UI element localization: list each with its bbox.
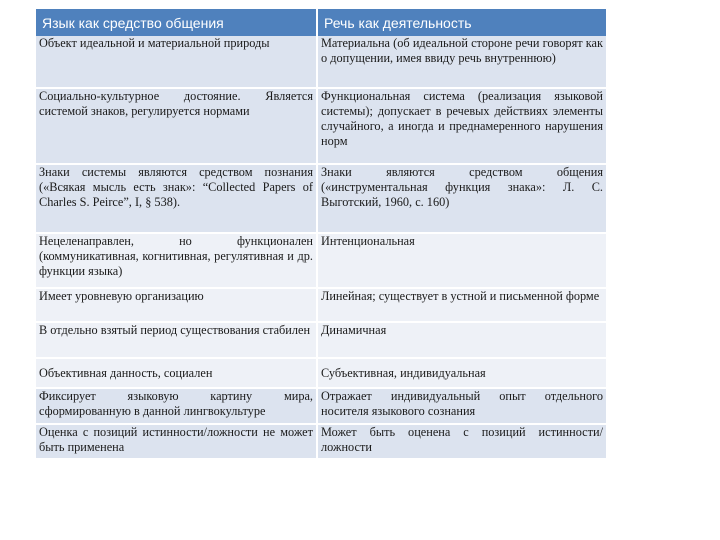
table-cell-left: Объективная данность, социален bbox=[36, 358, 317, 388]
table-cell-right: Может быть оценена с позиций истинности/ложности bbox=[317, 424, 606, 459]
table-cell-right: Субъективная, индивидуальная bbox=[317, 358, 606, 388]
table-row bbox=[36, 322, 606, 358]
table-cell-right: Динамичная bbox=[317, 322, 606, 358]
table-cell-left: Фиксирует языковую картину мира, сформированную в данной лингвокультуре bbox=[36, 388, 317, 424]
column-header-language: Язык как средство общения bbox=[36, 9, 317, 36]
table-cell-left: Объект идеальной и материальной природы bbox=[36, 36, 317, 88]
table-cell-left: Нецеленаправлен, но функционален (коммуникативная, когнитивная, регулятивная и др. функции языка) bbox=[36, 233, 317, 288]
table-cell-left: Имеет уровневую организацию bbox=[36, 288, 317, 322]
table-cell-left: Социально-культурное достояние. Является системой знаков, регулируется нормами bbox=[36, 88, 317, 164]
table-cell-left: Оценка с позиций истинности/ложности не может быть применена bbox=[36, 424, 317, 459]
table-cell-left: В отдельно взятый период существования стабилен bbox=[36, 322, 317, 358]
table-cell-right: Знаки являются средством общения («инструментальная функция знака»: Л. С. Выготский, 1960, с. 160) bbox=[317, 164, 606, 233]
table-row bbox=[36, 36, 606, 88]
table-cell-left: Знаки системы являются средством познания («Всякая мысль есть знак»: “Collected Papers of Charles S. Peirce”, I, § 538). bbox=[36, 164, 317, 233]
column-header-speech: Речь как деятельность bbox=[317, 9, 606, 36]
comparison-table bbox=[36, 9, 606, 460]
table-row bbox=[36, 288, 606, 322]
table-header-row bbox=[36, 9, 606, 36]
table-cell-right: Интенциональная bbox=[317, 233, 606, 288]
table-row bbox=[36, 424, 606, 459]
table-row bbox=[36, 88, 606, 164]
table-row bbox=[36, 358, 606, 388]
table-row bbox=[36, 388, 606, 424]
table-cell-right: Материальна (об идеальной стороне речи говорят как о допущении, имея ввиду речь внутреннюю) bbox=[317, 36, 606, 88]
table-cell-right: Линейная; существует в устной и письменной форме bbox=[317, 288, 606, 322]
table-row bbox=[36, 233, 606, 288]
table-row bbox=[36, 164, 606, 233]
table-cell-right: Отражает индивидуальный опыт отдельного носителя языкового сознания bbox=[317, 388, 606, 424]
table-cell-right: Функциональная система (реализация языковой системы); допускает в речевых действиях элементы случайного, а иногда и преднамеренного нарушения норм bbox=[317, 88, 606, 164]
